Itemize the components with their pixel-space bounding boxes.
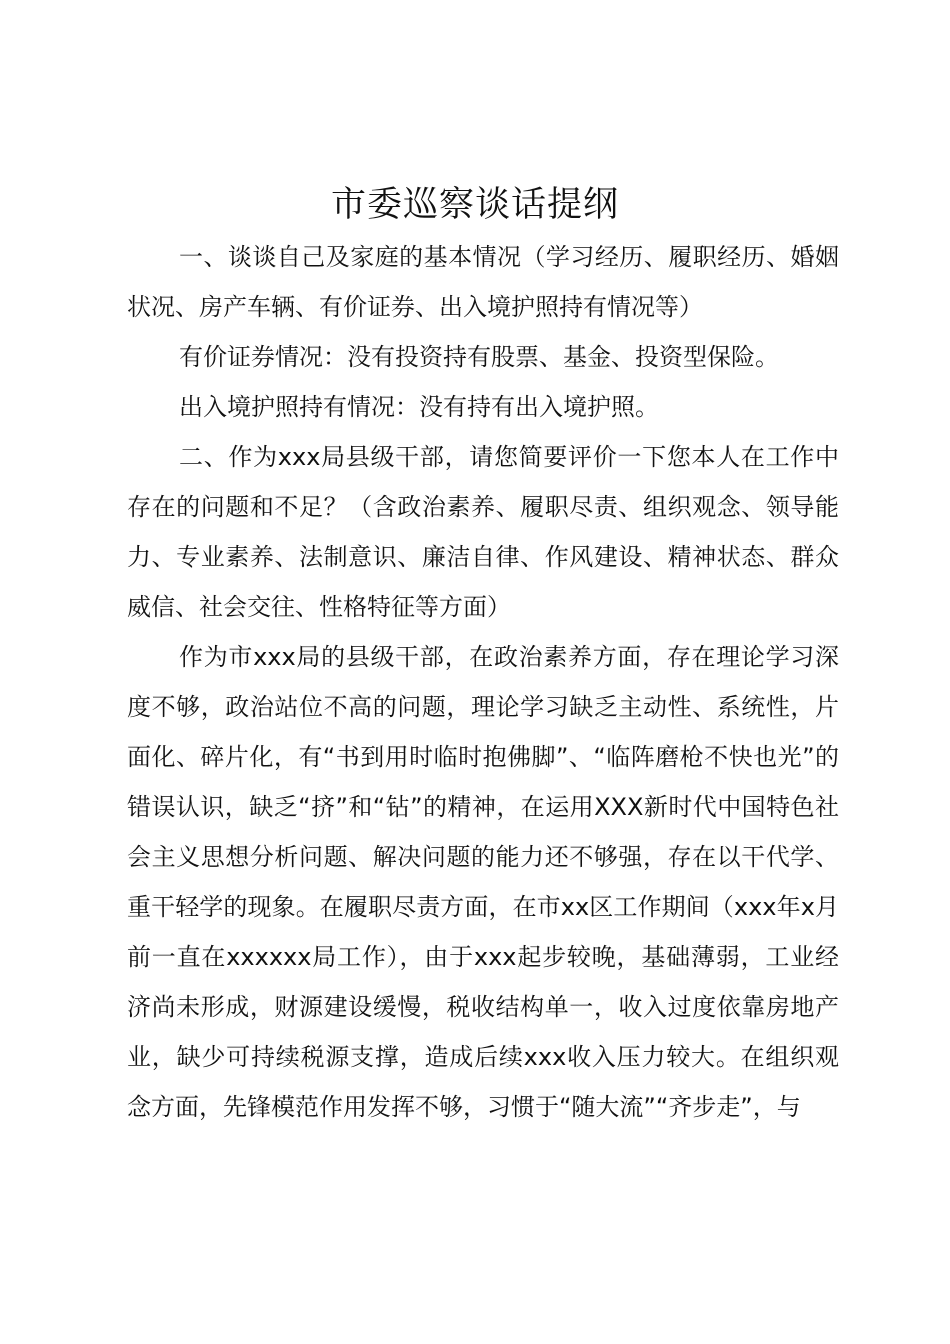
document-title: 市委巡察谈话提纲	[330, 185, 619, 225]
paragraph-self-evaluation: 作为市xxx局的县级干部，在政治素养方面，存在理论学习深度不够，政治站位不高的问题，理论学习缺乏主动性、系统性，片面化、碎片化，有“书到用时临时抱佛脚”、“临阵磨枪不快也光”的错误认识，缺乏“挤”和“钻”的精神，在运用XXX新时代中国特色社会主义思想分析问题、解决问题的能力还不够强，存在以干代学、重干轻学的现象。在履职尽责方面，在市xx区工作期间（xxx年x月前一直在xxxxxx局工作），由于xxx起步较晚，基础薄弱，工业经济尚未形成，财源建设缓慢，税收结构单一，收入过度依靠房地产业，缺少可持续税源支撑，造成后续xxx收入压力较大。在组织观念方面，先锋模范作用发挥不够，习惯于“随大流”“齐步走”，与	[127, 643, 839, 1121]
paragraph-basic-info: 一、谈谈自己及家庭的基本情况（学习经历、履职经历、婚姻状况、房产车辆、有价证券、出入境护照持有情况等）	[127, 243, 839, 321]
paragraph-securities: 有价证券情况：没有投资持有股票、基金、投资型保险。	[179, 343, 779, 371]
paragraph-question-two: 二、作为xxx局县级干部，请您简要评价一下您本人在工作中存在的问题和不足？（含政治素养、履职尽责、组织观念、领导能力、专业素养、法制意识、廉洁自律、作风建设、精神状态、群众威信、社会交往、性格特征等方面）	[127, 443, 839, 621]
document-body	[127, 232, 839, 1132]
paragraph-passport: 出入境护照持有情况：没有持有出入境护照。	[179, 393, 659, 421]
